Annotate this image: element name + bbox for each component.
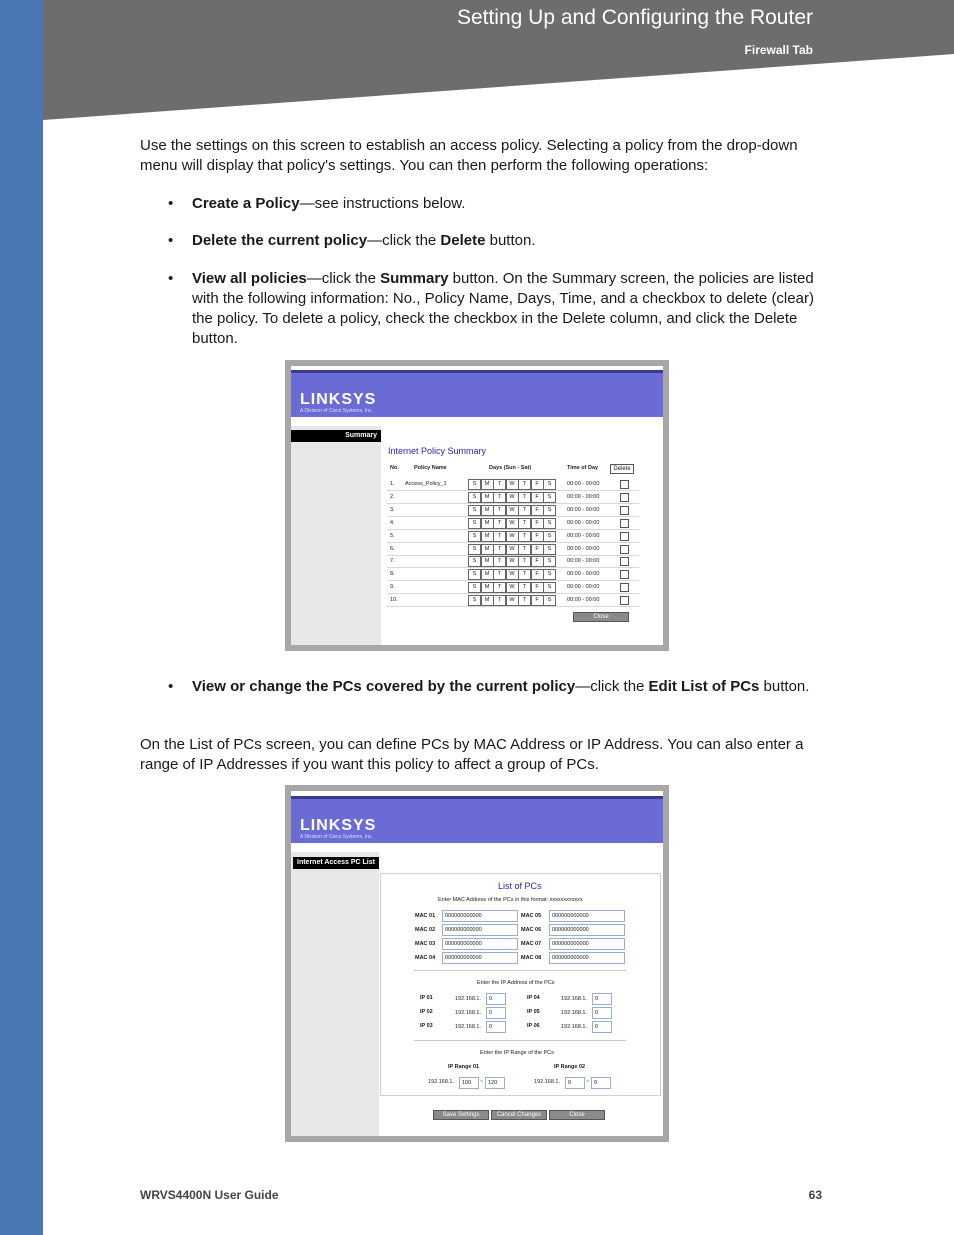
linksys-logo: LINKSYS (300, 391, 377, 408)
range-01-from-input[interactable]: 100 (459, 1077, 479, 1089)
row-time: 00:00 - 00:00 (567, 545, 600, 552)
day-cell: S (468, 569, 481, 580)
day-cell: M (481, 582, 494, 593)
day-cell: S (543, 479, 556, 490)
pcs-paragraph: On the List of PCs screen, you can define PCs by MAC Address or IP Address. You can also enter a range of IP Addresses if you want this policy to affect a group of PCs. (140, 736, 804, 773)
range-02-prefix: 192.168.1. (534, 1079, 560, 1085)
ip-label: IP 02 (420, 1009, 433, 1015)
delete-checkbox[interactable] (620, 493, 629, 502)
bullet-bold: Create a Policy (192, 195, 300, 212)
range-02-from-input[interactable]: 0 (565, 1077, 585, 1089)
day-cell: M (481, 518, 494, 529)
day-cell: M (481, 544, 494, 555)
bullet-text: button. (485, 232, 536, 249)
row-policy-name: Access_Policy_1 (405, 481, 447, 487)
bullet-view-policies (192, 269, 822, 349)
delete-checkbox[interactable] (620, 519, 629, 528)
col-time: Time of Day (567, 465, 599, 471)
ip-label: IP 06 (527, 1023, 540, 1029)
row-number: 6. (390, 545, 395, 552)
delete-checkbox[interactable] (620, 557, 629, 566)
bullet-bold: Edit List of PCs (648, 678, 760, 695)
row-number: 4. (390, 519, 395, 526)
day-cell: M (481, 505, 494, 516)
day-cell: W (506, 505, 519, 516)
mac-input[interactable]: 000000000000 (549, 952, 625, 964)
delete-checkbox[interactable] (620, 596, 629, 605)
ip-input[interactable]: 0 (592, 993, 612, 1005)
col-days: Days (Sun - Sat) (489, 465, 532, 471)
day-cell: F (531, 518, 544, 529)
side-band (0, 0, 43, 1235)
range-01-prefix: 192.168.1. (428, 1079, 454, 1085)
day-cell: S (543, 556, 556, 567)
bullet-bold: Delete (440, 232, 486, 249)
day-cell: F (531, 492, 544, 503)
nav-label-summary: Summary (291, 430, 381, 442)
day-cell: S (468, 492, 481, 503)
row-number: 9. (390, 584, 395, 591)
row-time: 00:00 - 00:00 (567, 493, 600, 500)
range-01-sep: ~ (480, 1079, 484, 1085)
mac-label: MAC 06 (521, 927, 542, 933)
col-no: No. (390, 465, 399, 471)
ip-prefix: 192.168.1. (561, 1024, 587, 1030)
day-cell: S (543, 505, 556, 516)
day-cell: T (493, 479, 506, 490)
left-panel (291, 426, 381, 645)
day-cell: T (493, 492, 506, 503)
day-cell: S (543, 531, 556, 542)
ip-input[interactable]: 0 (592, 1007, 612, 1019)
row-time: 00:00 - 00:00 (567, 571, 600, 578)
bullet-dot: • (168, 195, 174, 212)
policy-summary-table (387, 458, 639, 608)
range-02-to-input[interactable]: 0 (591, 1077, 611, 1089)
day-cell: S (468, 479, 481, 490)
day-cell: F (531, 569, 544, 580)
bullet-delete-policy (192, 231, 822, 251)
delete-checkbox[interactable] (620, 506, 629, 515)
day-cell: T (493, 531, 506, 542)
range-instructions: Enter the IP Range of the PCs (480, 1050, 554, 1056)
bullet-bold: View all policies (192, 270, 307, 287)
day-cell: F (531, 531, 544, 542)
row-number: 5. (390, 532, 395, 539)
day-cell: W (506, 556, 519, 567)
delete-checkbox[interactable] (620, 480, 629, 489)
day-cell: W (506, 595, 519, 606)
day-cell: T (518, 505, 531, 516)
day-cell: W (506, 479, 519, 490)
mac-input[interactable]: 000000000000 (549, 910, 625, 922)
delete-button[interactable]: Delete (610, 464, 634, 474)
row-number: 2. (390, 493, 395, 500)
mac-label: MAC 04 (415, 955, 436, 961)
day-cell: S (468, 531, 481, 542)
mac-label: MAC 02 (415, 927, 436, 933)
linksys-division: A Division of Cisco Systems, Inc. (300, 834, 373, 840)
row-time: 00:00 - 00:00 (567, 506, 600, 513)
day-cell: F (531, 556, 544, 567)
bullet-dot: • (168, 270, 174, 287)
mac-input[interactable]: 000000000000 (442, 924, 518, 936)
bullet-dot: • (168, 232, 174, 249)
day-cell: F (531, 479, 544, 490)
mac-label: MAC 07 (521, 941, 542, 947)
day-cell: T (518, 492, 531, 503)
ip-label: IP 05 (527, 1009, 540, 1015)
delete-checkbox[interactable] (620, 583, 629, 592)
mac-input[interactable]: 000000000000 (442, 938, 518, 950)
day-cell: W (506, 492, 519, 503)
pcs-screen (291, 791, 663, 1136)
day-cell: T (518, 556, 531, 567)
linksys-banner (291, 370, 663, 417)
close-button[interactable]: Close (573, 612, 629, 622)
day-cell: S (468, 518, 481, 529)
day-cell: S (543, 544, 556, 555)
day-cell: T (518, 582, 531, 593)
row-number: 7. (390, 558, 395, 565)
day-cell: T (493, 544, 506, 555)
row-number: 10. (390, 597, 398, 604)
day-cell: M (481, 531, 494, 542)
bullet-text: —see instructions below. (299, 195, 466, 212)
day-cell: S (543, 569, 556, 580)
day-cell: T (493, 505, 506, 516)
row-time: 00:00 - 00:00 (567, 481, 600, 487)
header-subtitle: Firewall Tab (744, 43, 813, 57)
bullet-create-policy (192, 194, 822, 214)
bullet-text: button. On the Summary screen, the policies are listed with the following information: No., Policy Name, Days, Time, and a checkbox to delete (clear) the policy. To delete a policy, check the checkbox in the Delete column, and click the Delete button. (192, 270, 814, 347)
day-cell: W (506, 544, 519, 555)
range-02-sep: ~ (586, 1079, 590, 1085)
range-01-to-input[interactable]: 120 (485, 1077, 505, 1089)
day-cell: W (506, 531, 519, 542)
summary-screenshot (285, 360, 669, 651)
linksys-banner (291, 796, 663, 843)
bullet-bold: View or change the PCs covered by the current policy (192, 678, 576, 695)
mac-input[interactable]: 000000000000 (549, 924, 625, 936)
day-cell: M (481, 569, 494, 580)
day-cell: M (481, 595, 494, 606)
day-cell: S (468, 582, 481, 593)
bullet-edit-pcs (192, 677, 822, 697)
day-cell: S (468, 595, 481, 606)
day-cell: M (481, 492, 494, 503)
day-cell: T (518, 569, 531, 580)
day-cell: S (543, 595, 556, 606)
divider (414, 970, 626, 971)
day-cell: W (506, 518, 519, 529)
row-time: 00:00 - 00:00 (567, 584, 600, 591)
day-cell: W (506, 569, 519, 580)
mac-instructions: Enter MAC Address of the PCs in this format: xxxxxxxxxxxx (438, 897, 583, 903)
delete-checkbox[interactable] (620, 545, 629, 554)
ip-label: IP 03 (420, 1023, 433, 1029)
mac-input[interactable]: 000000000000 (549, 938, 625, 950)
summary-heading: Internet Policy Summary (388, 446, 487, 456)
mac-label: MAC 03 (415, 941, 436, 947)
ip-input[interactable]: 0 (486, 1007, 506, 1019)
bullet-text: —click the (367, 232, 441, 249)
ip-prefix: 192.168.1. (455, 1024, 481, 1030)
mac-input[interactable]: 000000000000 (442, 952, 518, 964)
day-cell: T (518, 544, 531, 555)
bullet-text: —click the (575, 678, 649, 695)
nav-label-pc-list: Internet Access PC List (293, 857, 379, 869)
day-cell: S (543, 492, 556, 503)
day-cell: T (493, 518, 506, 529)
ip-instructions: Enter the IP Address of the PCs (477, 980, 555, 986)
ip-input[interactable]: 0 (592, 1021, 612, 1033)
footer-page-number: 63 (808, 1188, 822, 1202)
day-cell: F (531, 505, 544, 516)
day-cell: T (493, 595, 506, 606)
row-time: 00:00 - 00:00 (567, 597, 600, 604)
mac-label: MAC 01 (415, 913, 436, 919)
day-cell: S (543, 582, 556, 593)
day-cell: T (518, 479, 531, 490)
delete-checkbox[interactable] (620, 570, 629, 579)
ip-label: IP 04 (527, 995, 540, 1001)
row-time: 00:00 - 00:00 (567, 532, 600, 539)
ip-prefix: 192.168.1. (561, 996, 587, 1002)
ip-range-01-label: IP Range 01 (448, 1064, 480, 1070)
mac-label: MAC 05 (521, 913, 542, 919)
mac-input[interactable]: 000000000000 (442, 910, 518, 922)
bullet-bold: Delete the current policy (192, 232, 368, 249)
summary-screen (291, 366, 663, 645)
day-cell: T (493, 556, 506, 567)
day-cell: S (468, 556, 481, 567)
banner-top-strip (291, 370, 663, 373)
ip-input[interactable]: 0 (486, 993, 506, 1005)
delete-checkbox[interactable] (620, 532, 629, 541)
bullet-bold: Summary (380, 270, 449, 287)
cancel-changes-button[interactable]: Cancel Changes (491, 1110, 547, 1120)
day-cell: T (493, 569, 506, 580)
bullet-dot: • (168, 678, 174, 695)
linksys-division: A Division of Cisco Systems, Inc. (300, 408, 373, 414)
row-time: 00:00 - 00:00 (567, 519, 600, 526)
close-button[interactable]: Close (549, 1110, 605, 1120)
day-cell: T (518, 518, 531, 529)
day-cell: M (481, 479, 494, 490)
ip-input[interactable]: 0 (486, 1021, 506, 1033)
pcs-screenshot (285, 785, 669, 1142)
day-cell: T (518, 531, 531, 542)
day-cell: F (531, 544, 544, 555)
pc-list-heading: List of PCs (498, 881, 542, 891)
footer-guide: WRVS4400N User Guide (140, 1188, 279, 1202)
day-cell: M (481, 556, 494, 567)
mac-label: MAC 08 (521, 955, 542, 961)
ip-prefix: 192.168.1. (561, 1010, 587, 1016)
ip-range-02-label: IP Range 02 (554, 1064, 586, 1070)
save-settings-button[interactable]: Save Settings (433, 1110, 489, 1120)
row-time: 00:00 - 00:00 (567, 558, 600, 565)
row-number: 3. (390, 506, 395, 513)
day-cell: S (468, 505, 481, 516)
bullet-text: —click the (306, 270, 381, 287)
day-cell: S (468, 544, 481, 555)
day-cell: W (506, 582, 519, 593)
header-title: Setting Up and Configuring the Router (456, 6, 813, 29)
left-panel (291, 852, 379, 1136)
divider (414, 1040, 626, 1041)
col-policy-name: Policy Name (414, 465, 447, 471)
ip-prefix: 192.168.1. (455, 1010, 481, 1016)
row-number: 8. (390, 571, 395, 578)
banner-top-strip (291, 796, 663, 799)
day-cell: T (518, 595, 531, 606)
linksys-logo: LINKSYS (300, 817, 377, 834)
bullet-text: button. (759, 678, 810, 695)
day-cell: F (531, 582, 544, 593)
day-cell: F (531, 595, 544, 606)
ip-label: IP 01 (420, 995, 433, 1001)
pc-list-panel (380, 873, 661, 1096)
ip-prefix: 192.168.1. (455, 996, 481, 1002)
day-cell: T (493, 582, 506, 593)
intro-paragraph: Use the settings on this screen to establish an access policy. Selecting a policy from the drop-down menu will display that policy's settings. You can then perform the following operations: (140, 137, 798, 174)
row-number: 1. (390, 481, 395, 487)
day-cell: S (543, 518, 556, 529)
